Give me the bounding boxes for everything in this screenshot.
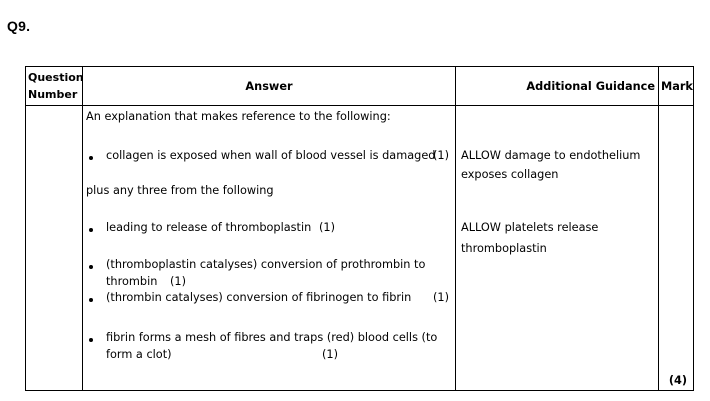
header-row (26, 67, 694, 106)
answer-point-3-line1: (thromboplastin catalyses) conversion of prothrombin to (106, 258, 426, 271)
guidance-2-line1: ALLOW platelets release (461, 221, 599, 234)
answer-point-1: collagen is exposed when wall of blood vessel is damaged (106, 149, 436, 162)
bullet-1 (89, 156, 93, 160)
bullet-3 (89, 265, 93, 269)
mark-scheme-table (25, 66, 694, 391)
mark-cell (659, 106, 694, 391)
header-mark: Mark (659, 67, 694, 106)
answer-point-4: (thrombin catalyses) conversion of fibrinogen to fibrin (106, 291, 412, 304)
header-question-number (26, 67, 83, 106)
answer-plus-line: plus any three from the following (86, 184, 274, 197)
answer-point-3-line2: thrombin (106, 275, 158, 288)
guidance-cell (456, 106, 659, 391)
answer-point-5-line2: form a clot) (106, 348, 172, 361)
answer-point-4-mark: (1) (433, 291, 450, 304)
guidance-1-line2: exposes collagen (461, 168, 559, 181)
mark-total: (4) (668, 374, 687, 387)
bullet-2 (89, 228, 93, 232)
bullet-5 (89, 338, 93, 342)
answer-point-1-mark: (1) (433, 149, 450, 162)
guidance-1-line1: ALLOW damage to endothelium (461, 149, 641, 162)
bullet-4 (89, 298, 93, 302)
question-number-cell (26, 106, 83, 391)
answer-point-5-mark: (1) (322, 348, 339, 361)
header-guidance: Additional Guidance (456, 67, 659, 106)
header-answer: Answer (83, 67, 456, 106)
answer-intro: An explanation that makes reference to the following: (86, 110, 391, 123)
answer-point-2: leading to release of thromboplastin (106, 221, 312, 234)
answer-row (26, 106, 694, 391)
answer-point-2-mark: (1) (319, 221, 336, 234)
answer-point-5-line1: fibrin forms a mesh of fibres and traps (red) blood cells (to (106, 331, 438, 344)
answer-point-3-mark: (1) (170, 275, 187, 288)
header-question-line1: Question (28, 71, 84, 84)
question-label: Q9. (7, 18, 31, 34)
answer-cell (83, 106, 456, 391)
guidance-2-line2: thromboplastin (461, 242, 547, 255)
header-question-line2: Number (28, 88, 78, 101)
